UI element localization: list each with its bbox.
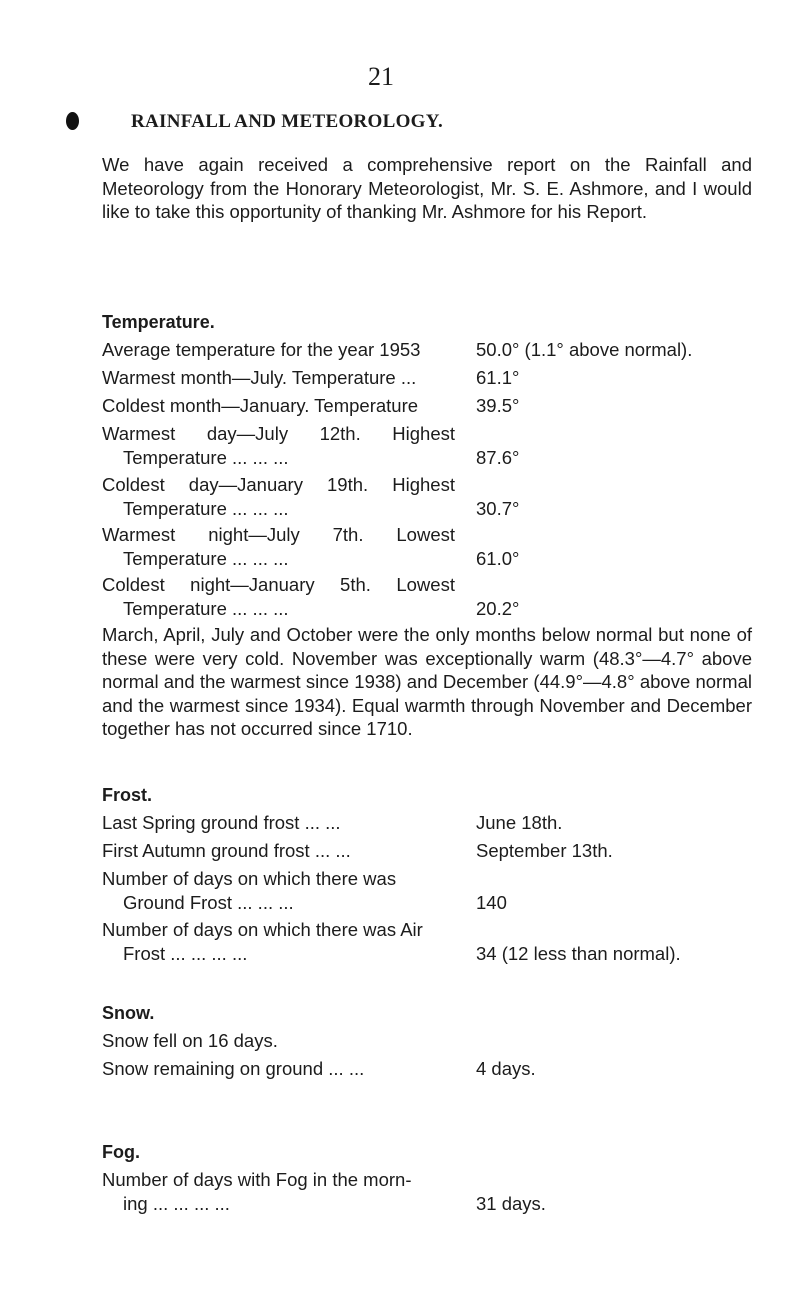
fog-line2: ing ... ... ... ... [123,1192,230,1214]
coldest-night-value: 20.2° [476,597,520,619]
coldest-day-row [102,473,520,520]
bullet-icon [66,112,79,130]
word: 5th. [340,574,371,595]
temperature-title: Temperature. [102,312,215,332]
word: day—July [206,423,289,444]
word: Lowest [396,524,455,545]
fog-days-value: 31 days. [476,1192,546,1214]
coldest-month-value: 39.5° [476,395,520,416]
warmest-night-row [102,523,520,570]
ground-frost-line1: Number of days on which there was [102,868,397,889]
word: Coldest [102,574,165,595]
coldest-day-line2: Temperature ... ... ... [123,497,289,519]
temperature-paragraph: March, April, July and October were the only months below normal but none of these were very cold. November was exceptionally warm (48.3°—4.7° above normal and the warmest since 1938) and December (44.9°—4.8° above normal and the warmest since 1934). Equal warmth through November and December together has not occurred since 1710. [102,624,752,740]
first-autumn-frost-label: First Autumn ground frost ... ... [102,840,351,861]
coldest-night-row [102,573,520,620]
air-frost-line1: Number of days on which there was Air [102,919,423,940]
warmest-day-row [102,422,520,469]
avg-temp-label: Average temperature for the year 1953 [102,339,421,360]
warmest-day-line1 [102,422,455,446]
word: night—January [190,574,315,595]
coldest-month-label: Coldest month—January. Temperature [102,395,419,416]
ground-frost-days-row [102,867,507,914]
word: day—January [188,474,303,495]
word: Lowest [396,574,455,595]
word: 7th. [332,524,364,545]
word: Warmest [102,423,176,444]
word: night—July [208,524,300,545]
coldest-night-line2: Temperature ... ... ... [123,597,289,619]
intro-paragraph: We have again received a comprehensive report on the Rainfall and Meteorology from the Honorary Meteorologist, Mr. S. E. Ashmore, and I would like to take this opportunity of thanking Mr. Ashmore for his Report. [102,154,752,223]
last-spring-frost-value: June 18th. [476,812,563,833]
page-number: 21 [368,62,394,91]
coldest-night-line1 [102,573,455,597]
coldest-day-line1 [102,473,455,497]
word: Coldest [102,474,165,495]
page-heading: RAINFALL AND METEOROLOGY. [131,111,444,132]
warmest-night-line1 [102,523,455,547]
word: 12th. [319,423,361,444]
fog-line1: Number of days with Fog in the morn- [102,1169,412,1190]
warmest-night-line2: Temperature ... ... ... [123,547,289,569]
word: Warmest [102,524,176,545]
fog-days-row [102,1168,546,1215]
snow-title: Snow. [102,1003,155,1023]
air-frost-days-row [102,918,681,965]
snow-remaining-value: 4 days. [476,1058,536,1079]
snow-fell-text: Snow fell on 16 days. [102,1030,278,1051]
frost-title: Frost. [102,785,153,805]
ground-frost-days-value: 140 [476,891,507,913]
warmest-night-value: 61.0° [476,547,520,569]
avg-temp-value: 50.0° (1.1° above normal). [476,339,693,360]
word: Highest [392,423,455,444]
last-spring-frost-label: Last Spring ground frost ... ... [102,812,341,833]
fog-title: Fog. [102,1142,140,1162]
ground-frost-line2: Ground Frost ... ... ... [123,891,294,913]
warmest-day-line2: Temperature ... ... ... [123,446,289,468]
warmest-day-value: 87.6° [476,446,520,468]
air-frost-days-value: 34 (12 less than normal). [476,942,681,964]
coldest-day-value: 30.7° [476,497,520,519]
warmest-month-value: 61.1° [476,367,520,388]
first-autumn-frost-value: September 13th. [476,840,613,861]
warmest-month-label: Warmest month—July. Temperature ... [102,367,417,388]
snow-remaining-label: Snow remaining on ground ... ... [102,1058,365,1079]
word: 19th. [327,474,369,495]
air-frost-line2: Frost ... ... ... ... [123,942,248,964]
word: Highest [392,474,455,495]
